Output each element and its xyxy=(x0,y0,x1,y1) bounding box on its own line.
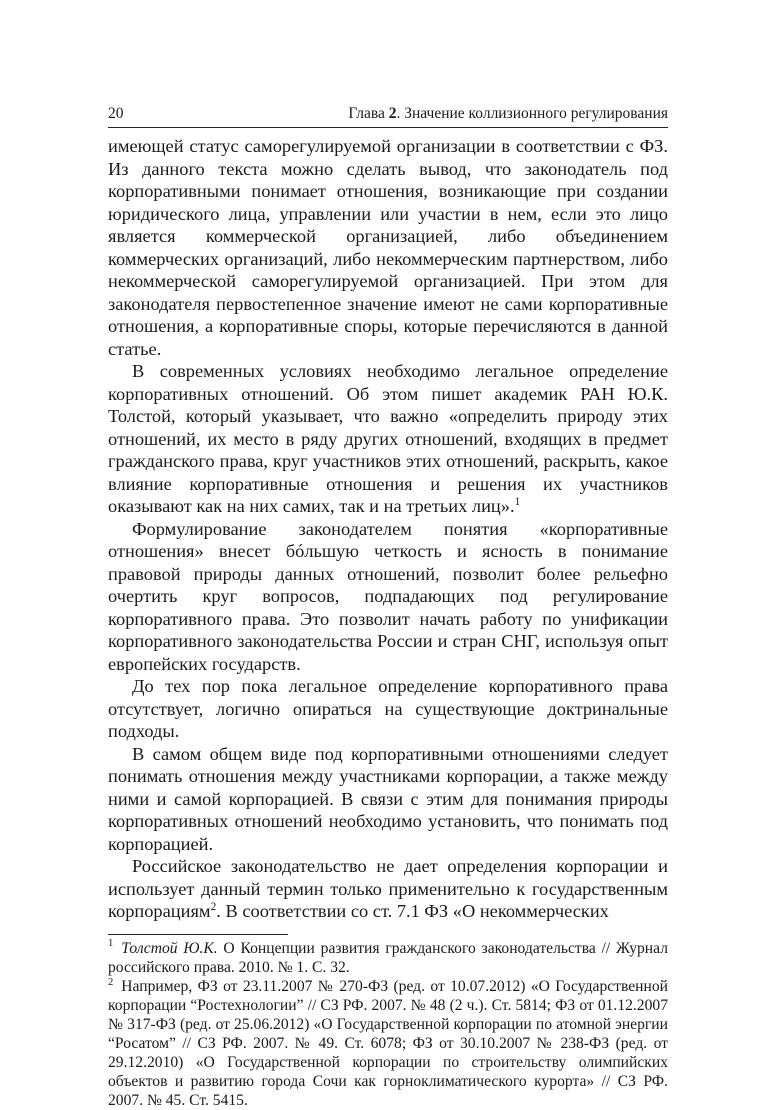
chapter-number: 2 xyxy=(389,105,397,122)
book-page xyxy=(108,104,668,1110)
paragraph-6-text-b: . В соответствии со ст. 7.1 ФЗ «О некоммерческих xyxy=(216,901,609,921)
paragraph-6-text-a: Российское законодательство не дает определения корпорации и использует данный термин только применительно к государственным корпорациям xyxy=(108,856,668,921)
footnote-ref-2: 2 xyxy=(211,901,217,913)
footnote-2-text: Например, ФЗ от 23.11.2007 № 270-ФЗ (ред. от 10.07.2012) «О Государственной корпорации “Ростехнологии” // СЗ РФ. 2007. № 48 (2 ч.). Ст. 5814; ФЗ от 01.12.2007 № 317-ФЗ (ред. от 25.06.2012) «О Государственной корпорации по атомной энергии “Росатом” // СЗ РФ. 2007. № 49. Ст. 6078; ФЗ от 30.10.2007 № 238-ФЗ (ред. от 29.12.2010) «О Государственной корпорации по строительству олимпийских объектов и развитию города Сочи как горноклиматического курорта» // СЗ РФ. 2007. № 45. Ст. 5415. xyxy=(108,978,668,1110)
footnote-1 xyxy=(108,939,668,977)
paragraph-1: имеющей статус саморегулируемой организации в соответствии с ФЗ. Из данного текста можно сделать вывод, что законодатель под корпоративными понимает отношения, возникающие при создании юридического лица, управлении или участии в нем, если это лицо является коммерческой организацией, либо объединением коммерческих организаций, либо некоммерческим партнерством, либо некоммерческой саморегулируемой организацией. При этом для законодателя первостепенное значение имеют не сами корпоративные отношения, а корпоративные споры, которые перечисляются в данной статье. xyxy=(108,135,668,360)
running-header xyxy=(108,104,668,128)
footnote-2-number: 2 xyxy=(108,977,113,988)
footnote-ref-1: 1 xyxy=(515,496,521,508)
footnote-1-text: О Концепции развития гражданского законодательства // Журнал российского права. 2010. № 1. С. 32. xyxy=(108,940,668,976)
paragraph-2-text: В современных условиях необходимо легальное определение корпоративных отношений. Об этом пишет академик РАН Ю.К. Толстой, который указывает, что важно «определить природу этих отношений, их место в ряду других отношений, входящих в предмет гражданского права, круг участников этих отношений, раскрыть, какое влияние корпоративные отношения и решения их участников оказывают как на них самих, так и на третьих лиц». xyxy=(108,361,668,516)
footnote-1-number: 1 xyxy=(108,938,113,949)
footnote-divider xyxy=(108,934,288,935)
chapter-heading xyxy=(348,104,668,124)
chapter-label: Глава xyxy=(348,105,388,122)
main-text xyxy=(108,135,668,923)
paragraph-2 xyxy=(108,360,668,518)
paragraph-5: В самом общем виде под корпоративными отношениями следует понимать отношения между участниками корпорации, а также между ними и самой корпорацией. В связи с этим для понимания природы корпоративных отношений необходимо установить, что понимать под корпорацией. xyxy=(108,743,668,856)
footnote-2 xyxy=(108,977,668,1110)
paragraph-4: До тех пор пока легальное определение корпоративного права отсутствует, логично опираться на существующие доктринальные подходы. xyxy=(108,675,668,743)
footnotes xyxy=(108,939,668,1110)
paragraph-3: Формулирование законодателем понятия «корпоративные отношения» внесет бóльшую четкость и ясность в понимание правовой природы данных отношений, позволит более рельефно очертить круг вопросов, подпадающих под регулирование корпоративного права. Это позволит начать работу по унификации корпоративного законодательства России и стран СНГ, используя опыт европейских государств. xyxy=(108,518,668,676)
paragraph-6 xyxy=(108,855,668,923)
footnote-1-author: Толстой Ю.К. xyxy=(121,940,217,957)
page-number: 20 xyxy=(108,104,124,124)
chapter-title: . Значение коллизионного регулирования xyxy=(396,105,668,122)
